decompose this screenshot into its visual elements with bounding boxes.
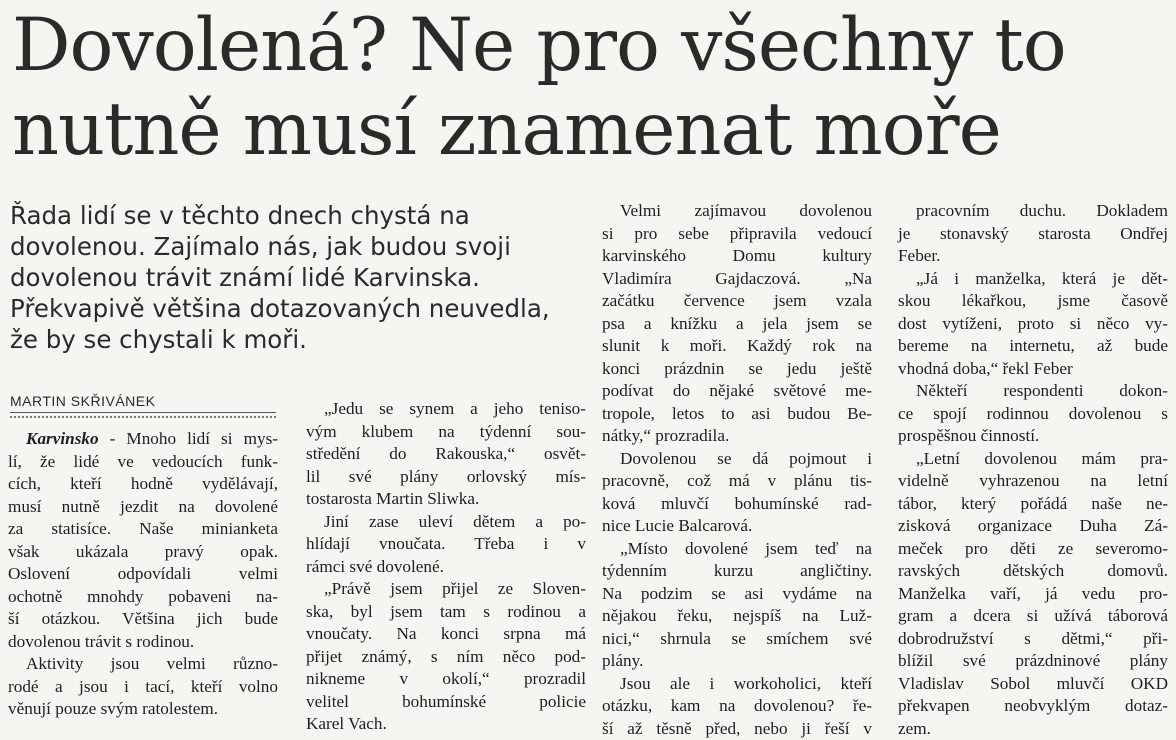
text-line: velitel bohumínské policie bbox=[306, 691, 586, 714]
text-line: vhodná doba,“ řekl Feber bbox=[898, 358, 1168, 381]
article-column-1 bbox=[8, 428, 278, 721]
text-line: konci prázdnin se jedu ještě bbox=[602, 358, 872, 381]
author-byline: MARTIN SKŘIVÁNEK bbox=[10, 393, 276, 413]
headline-line-1: Dovolená? Ne pro všechny to bbox=[12, 4, 1172, 88]
text-line: Feber. bbox=[898, 245, 1168, 268]
text-line: skou lékařkou, jsme časově bbox=[898, 290, 1168, 313]
lead-line: dovolenou. Zajímalo nás, jak budou svoji bbox=[10, 231, 600, 262]
text-line: pracovním duchu. Dokladem bbox=[898, 200, 1168, 223]
text-line: tábor, který pořádá naše ne- bbox=[898, 493, 1168, 516]
text-line: překvapen neobvyklým dotaz- bbox=[898, 695, 1168, 718]
text-line: podívat do nějaké světové me- bbox=[602, 380, 872, 403]
text-line: karvinského Domu kultury bbox=[602, 245, 872, 268]
article-column-4 bbox=[898, 200, 1168, 740]
text-fragment: - Mnoho lidí si mys- bbox=[99, 429, 278, 448]
text-line: nikneme v okolí,“ prozradil bbox=[306, 668, 586, 691]
text-line: cích, kteří hodně vydělávají, bbox=[8, 473, 278, 496]
text-line: prospěšnou činností. bbox=[898, 425, 1168, 448]
paragraph bbox=[602, 538, 872, 673]
text-line: Oslovení odpovídali velmi bbox=[8, 563, 278, 586]
text-line: Dovolenou se dá pojmout i bbox=[602, 448, 872, 471]
lead-line: že by se chystali k moři. bbox=[10, 324, 600, 355]
text-line: lí, že lidé ve vedoucích funk- bbox=[8, 451, 278, 474]
text-line: ravských dětských domovů. bbox=[898, 560, 1168, 583]
lead-line: Řada lidí se v těchto dnech chystá na bbox=[10, 200, 600, 231]
text-line: „Jedu se synem a jeho teniso- bbox=[306, 398, 586, 421]
text-line: ochotně mnohdy pobaveni na- bbox=[8, 586, 278, 609]
paragraph bbox=[898, 200, 1168, 268]
text-line: plány. bbox=[602, 650, 872, 673]
article-column-3 bbox=[602, 200, 872, 740]
text-line: dovolenou trávit s rodinou. bbox=[8, 631, 278, 654]
text-line: dost vytíženi, proto si něco vy- bbox=[898, 313, 1168, 336]
text-line: blížil své prázdninové plány bbox=[898, 650, 1168, 673]
text-line: vým klubem na týdenní sou- bbox=[306, 421, 586, 444]
text-line: hlídají vnoučata. Třeba i v bbox=[306, 533, 586, 556]
text-line: přijet známý, s ním něco pod- bbox=[306, 646, 586, 669]
byline-divider bbox=[10, 416, 276, 418]
text-line: pracovně, což má v plánu tis- bbox=[602, 470, 872, 493]
text-line: Velmi zajímavou dovolenou bbox=[602, 200, 872, 223]
text-line: Vladislav Sobol mluvčí OKD bbox=[898, 673, 1168, 696]
text-line: věnují pouze svým ratolestem. bbox=[8, 698, 278, 721]
text-line: nátky,“ prozradila. bbox=[602, 425, 872, 448]
text-line: psa a knížku a jela jsem se bbox=[602, 313, 872, 336]
text-line: gram a dcera si užívá táborová bbox=[898, 605, 1168, 628]
paragraph bbox=[602, 448, 872, 538]
text-line: lil své plány orlovský mís- bbox=[306, 466, 586, 489]
paragraph bbox=[306, 578, 586, 736]
paragraph bbox=[898, 448, 1168, 740]
headline-line-2: nutně musí znamenat moře bbox=[12, 88, 1172, 172]
text-line: zem. bbox=[898, 718, 1168, 740]
paragraph bbox=[602, 673, 872, 740]
text-line: za statisíce. Naše minianketa bbox=[8, 518, 278, 541]
paragraph bbox=[8, 653, 278, 721]
paragraph bbox=[8, 428, 278, 653]
text-line: ska, byl jsem tam s rodinou a bbox=[306, 601, 586, 624]
text-line: ší až těsně před, nebo ji řeší v bbox=[602, 718, 872, 740]
text-line: tostarosta Martin Sliwka. bbox=[306, 488, 586, 511]
text-line: videlně vyhrazenou na letní bbox=[898, 470, 1168, 493]
paragraph bbox=[602, 200, 872, 448]
lead-paragraph bbox=[10, 200, 600, 355]
text-line: nici,“ shrnula se smíchem své bbox=[602, 628, 872, 651]
text-line: Jsou ale i workoholici, kteří bbox=[602, 673, 872, 696]
text-line: Na podzim se asi vydáme na bbox=[602, 583, 872, 606]
article-column-2 bbox=[306, 398, 586, 736]
text-line: začátku července jsem vzala bbox=[602, 290, 872, 313]
text-line: si pro sebe připravila vedoucí bbox=[602, 223, 872, 246]
text-line: rodé a jsou i tací, kteří volno bbox=[8, 676, 278, 699]
text-line: otázku, kam na dovolenou? ře- bbox=[602, 695, 872, 718]
text-line: dobrodružství s dětmi,“ při- bbox=[898, 628, 1168, 651]
text-line: vnoučaty. Na konci srpna má bbox=[306, 623, 586, 646]
text-line: Někteří respondenti dokon- bbox=[898, 380, 1168, 403]
text-line: středění do Rakouska,“ osvět- bbox=[306, 443, 586, 466]
text-line: bereme na internetu, až bude bbox=[898, 335, 1168, 358]
text-line: Vladimíra Gajdaczová. „Na bbox=[602, 268, 872, 291]
text-line: však ukázala pravý opak. bbox=[8, 541, 278, 564]
text-line bbox=[8, 428, 278, 451]
text-line: ší otázkou. Většina jich bude bbox=[8, 608, 278, 631]
text-line: tropole, letos to asi budou Be- bbox=[602, 403, 872, 426]
text-line: „Já i manželka, která je dět- bbox=[898, 268, 1168, 291]
text-line: rámci své dovolené. bbox=[306, 556, 586, 579]
text-line: slunit k moři. Každý rok na bbox=[602, 335, 872, 358]
headline bbox=[12, 4, 1172, 172]
text-line: ce spojí rodinnou dovolenou s bbox=[898, 403, 1168, 426]
text-line: nějakou řeku, nejspíš na Luž- bbox=[602, 605, 872, 628]
lead-line: dovolenou trávit známí lidé Karvinska. bbox=[10, 262, 600, 293]
text-line: Jiní zase uleví dětem a po- bbox=[306, 511, 586, 534]
text-line: meček pro děti ze severomo- bbox=[898, 538, 1168, 561]
text-line: je stonavský starosta Ondřej bbox=[898, 223, 1168, 246]
text-line: „Letní dovolenou mám pra- bbox=[898, 448, 1168, 471]
text-line: „Právě jsem přijel ze Sloven- bbox=[306, 578, 586, 601]
paragraph bbox=[898, 380, 1168, 448]
text-line: Manželka vaří, já vedu pro- bbox=[898, 583, 1168, 606]
text-line: Aktivity jsou velmi různo- bbox=[8, 653, 278, 676]
text-line: Karel Vach. bbox=[306, 713, 586, 736]
paragraph bbox=[898, 268, 1168, 381]
text-line: musí nutně jezdit na dovolené bbox=[8, 496, 278, 519]
text-line: ková mluvčí bohumínské rad- bbox=[602, 493, 872, 516]
lead-line: Překvapivě většina dotazovaných neuvedla, bbox=[10, 293, 600, 324]
text-line: „Místo dovolené jsem teď na bbox=[602, 538, 872, 561]
text-line: týdenním kurzu angličtiny. bbox=[602, 560, 872, 583]
text-line: zisková organizace Duha Zá- bbox=[898, 515, 1168, 538]
dateline: Karvinsko bbox=[26, 429, 99, 448]
text-line: nice Lucie Balcarová. bbox=[602, 515, 872, 538]
paragraph bbox=[306, 511, 586, 579]
paragraph bbox=[306, 398, 586, 511]
